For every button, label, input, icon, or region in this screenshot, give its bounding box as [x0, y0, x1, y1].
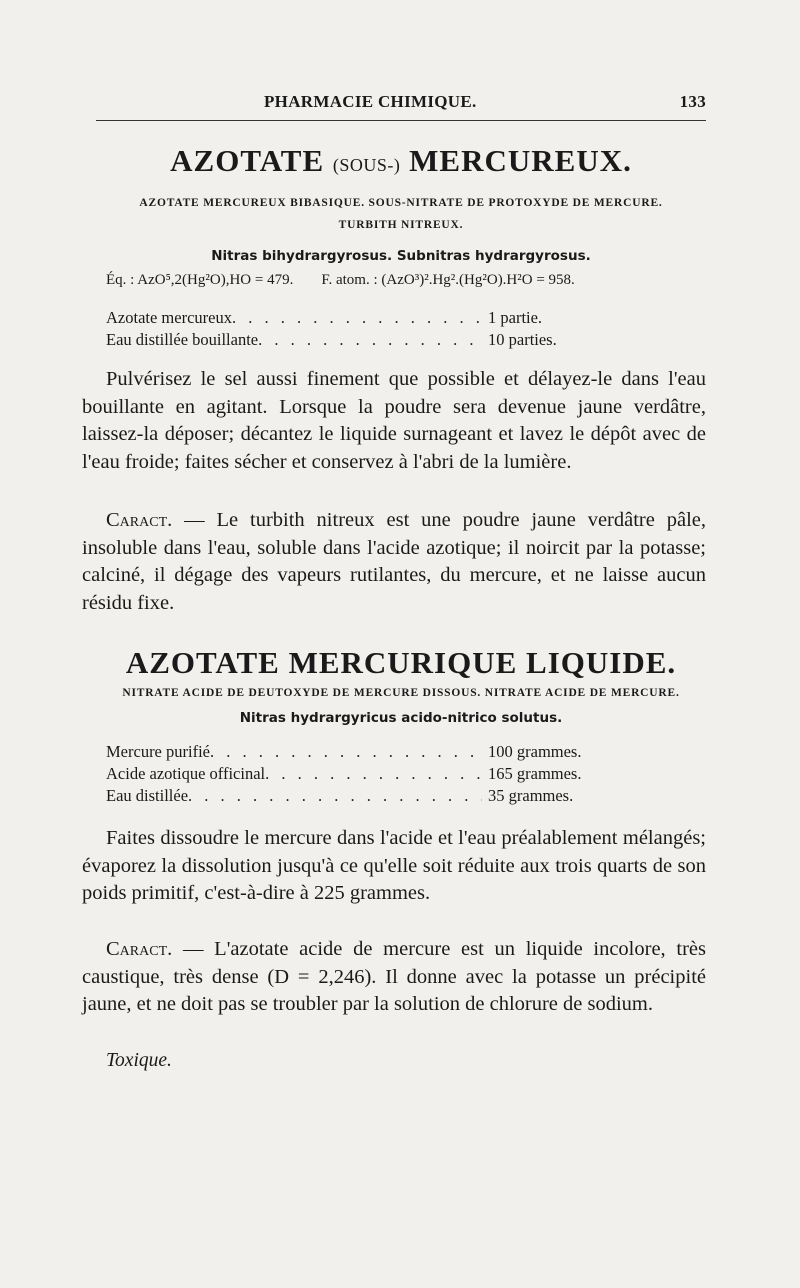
recipe-row: [106, 742, 590, 764]
leader-dots: [188, 786, 482, 806]
caract-text: — Le turbith nitreux est une poudre jaune verdâtre pâle, insoluble dans l'eau, soluble dans l'acide azotique; il noircit par la potasse; calciné, il dégage des vapeurs rutilantes, du mercure, et ne laisse aucun résidu fixe.: [82, 509, 706, 614]
recipe-row: [106, 330, 590, 352]
recipe-quantity: 165 grammes.: [488, 764, 582, 783]
recipe-list: [106, 308, 590, 352]
recipe-quantity: 10 parties.: [488, 330, 557, 349]
running-head: [96, 92, 706, 116]
recipe-row: [106, 308, 590, 330]
recipe-row: [106, 786, 590, 808]
leader-dots: [232, 308, 482, 328]
recipe-ingredient: Eau distillée: [106, 786, 189, 805]
latin-name: Nitras hydrargyricus acido-nitrico solutus.: [239, 710, 563, 726]
caract-text: — L'azotate acide de mercure est un liquide incolore, très caustique, très dense (D = 2,246). Il donne avec la potasse un précipité jaune, et ne doit pas se troubler par la solution de chlorure de sodium.: [82, 938, 706, 1016]
recipe-quantity: 1 partie.: [488, 308, 543, 327]
title-part-small: (SOUS-): [332, 155, 401, 175]
characteristics-paragraph: [82, 507, 706, 617]
title-part-a: AZOTATE: [170, 143, 325, 178]
synonyms-line: TURBITH NITREUX.: [338, 219, 464, 231]
chemical-formula: [106, 272, 706, 289]
recipe-quantity: 100 grammes.: [488, 742, 582, 761]
caract-label: Caract.: [106, 509, 173, 531]
recipe-ingredient: Eau distillée bouillante: [106, 330, 259, 349]
leader-dots: [210, 742, 482, 762]
caract-label: Caract.: [106, 938, 173, 960]
synonyms-line: NITRATE ACIDE DE DEUTOXYDE DE MERCURE DISSOUS. NITRATE ACIDE DE MERCURE.: [122, 687, 680, 699]
preparation-paragraph: Faites dissoudre le mercure dans l'acide et l'eau préalablement mélangés; évaporez la dissolution jusqu'à ce qu'elle soit réduite aux trois quarts de son poids primitif, c'est-à-dire à 225 grammes.: [82, 827, 706, 905]
formula-atomic: F. atom. : (AzO³)².Hg².(Hg²O).H²O = 958.: [321, 272, 575, 288]
section-title-azotate-mercurique: AZOTATE MERCURIQUE LIQUIDE.: [125, 645, 677, 680]
synonyms-block: [96, 192, 706, 236]
leader-dots: [265, 764, 482, 784]
preparation-paragraph: Pulvérisez le sel aussi finement que possible et délayez-le dans l'eau bouillante en agitant. Lorsque la poudre sera devenue jaune verdâtre, laissez-la déposer; décantez le liquide surnageant et lavez le dépôt avec de l'eau froide; faites sécher et conservez à l'abri de la lumière.: [82, 368, 706, 473]
recipe-list: [106, 742, 590, 808]
leader-dots: [258, 330, 482, 350]
recipe-row: [106, 764, 590, 786]
header-rule: [96, 120, 706, 121]
recipe-ingredient: Mercure purifié: [106, 742, 210, 761]
toxic-note: Toxique.: [106, 1050, 172, 1071]
recipe-ingredient: Acide azotique officinal: [106, 764, 266, 783]
section-title-azotate-mercureux: [96, 143, 706, 179]
synonyms-line: AZOTATE MERCUREUX BIBASIQUE. SOUS-NITRATE DE PROTOXYDE DE MERCURE.: [139, 197, 663, 209]
page-number: 133: [679, 92, 706, 111]
recipe-ingredient: Azotate mercureux: [106, 308, 232, 327]
running-title: PHARMACIE CHIMIQUE.: [264, 92, 477, 111]
formula-equivalent: Éq. : AzO⁵,2(Hg²O),HO = 479.: [106, 272, 294, 288]
title-part-b: MERCUREUX.: [409, 143, 632, 178]
characteristics-paragraph: [82, 936, 706, 1019]
recipe-quantity: 35 grammes.: [488, 786, 574, 805]
latin-name: Nitras bihydrargyrosus. Subnitras hydrargyrosus.: [211, 248, 591, 264]
